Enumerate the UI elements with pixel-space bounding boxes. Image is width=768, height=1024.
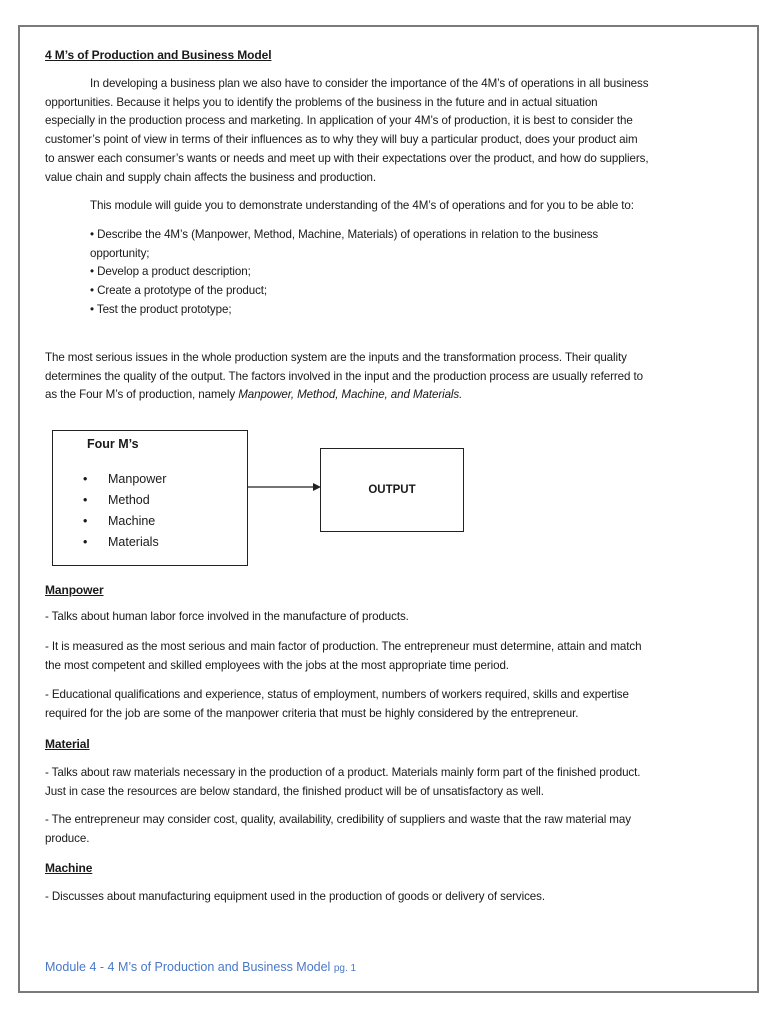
material-paragraph <box>45 764 640 801</box>
arrow-icon <box>247 480 322 494</box>
four-ms-item: • Manpower <box>83 472 167 486</box>
text-line: - Talks about human labor force involved in the manufacture of products. <box>45 610 409 623</box>
text-line: - Talks about raw materials necessary in the production of a product. Materials mainly form part of the finished product. <box>45 766 641 779</box>
text-line: The most serious issues in the whole production system are the inputs and the transformation process. Their quality <box>45 351 627 364</box>
four-ms-item: • Materials <box>83 535 159 549</box>
text-line: - Discusses about manufacturing equipment used in the production of goods or delivery of services. <box>45 890 545 903</box>
item-label: Method <box>108 493 150 507</box>
four-ms-list <box>83 469 166 553</box>
text-span: as the Four M’s of production, namely <box>45 388 239 402</box>
module-intro: This module will guide you to demonstrate understanding of the 4M’s of operations and for you to be able to: <box>90 199 634 212</box>
manpower-paragraph <box>45 686 629 723</box>
objective-item: • Describe the 4M’s (Manpower, Method, Machine, Materials) of operations in relation to the business <box>90 228 599 241</box>
item-label: Materials <box>108 535 159 549</box>
machine-heading: Machine <box>45 861 93 875</box>
manpower-paragraph <box>45 608 409 627</box>
four-ms-box <box>52 430 248 566</box>
text-line: Just in case the resources are below standard, the finished product will be of unsatisfactory as well. <box>45 784 544 798</box>
intro-paragraph <box>45 75 648 187</box>
page-footer <box>45 960 356 974</box>
text-line: to answer each consumer’s wants or needs and meet up with their expectations over the product, and how do suppliers, <box>45 151 649 165</box>
text-line: determines the quality of the output. The factors involved in the input and the production process are usually referred to <box>45 369 643 383</box>
four-ms-item: • Machine <box>83 514 156 528</box>
document-title: 4 M’s of Production and Business Model <box>45 48 272 62</box>
item-label: Machine <box>108 514 156 528</box>
text-line: value chain and supply chain affects the business and production. <box>45 170 377 184</box>
text-line: In developing a business plan we also have to consider the importance of the 4M’s of operations in all business <box>90 77 649 90</box>
text-line: opportunities. Because it helps you to identify the problems of the business in the future and in actual situation <box>45 95 598 109</box>
objective-item: • Develop a product description; <box>90 265 251 279</box>
manpower-paragraph <box>45 638 641 675</box>
text-line: especially in the production process and marketing. In application of your 4M’s of production, it is best to consider the <box>45 114 633 128</box>
manpower-heading: Manpower <box>45 583 104 597</box>
objective-item: opportunity; <box>90 246 150 260</box>
text-line: - Educational qualifications and experience, status of employment, numbers of workers required, skills and expertise <box>45 688 629 701</box>
page-number: pg. 1 <box>333 963 357 974</box>
item-label: Manpower <box>108 472 167 486</box>
output-box <box>320 448 464 532</box>
material-paragraph <box>45 811 631 848</box>
text-line <box>45 386 643 405</box>
issues-paragraph <box>45 349 643 405</box>
text-line: the most competent and skilled employees with the jobs at the most appropriate time period. <box>45 658 509 672</box>
text-line: - The entrepreneur may consider cost, quality, availability, credibility of suppliers and waste that the raw material may <box>45 813 631 826</box>
objective-item: • Test the product prototype; <box>90 302 232 316</box>
objectives-list <box>90 226 598 320</box>
machine-paragraph <box>45 888 545 907</box>
material-heading: Material <box>45 737 90 751</box>
four-ms-item: • Method <box>83 493 150 507</box>
text-line: customer’s point of view in terms of their influences as to why they will buy a particular product, does your product aim <box>45 133 638 147</box>
four-ms-title: Four M’s <box>87 437 139 451</box>
objective-item: • Create a prototype of the product; <box>90 284 268 298</box>
text-line: produce. <box>45 831 90 845</box>
text-line: required for the job are some of the manpower criteria that must be highly considered by the entrepreneur. <box>45 706 579 720</box>
output-label: OUTPUT <box>368 484 416 496</box>
four-ms-italic: Manpower, Method, Machine, and Materials. <box>238 388 463 402</box>
text-line: - It is measured as the most serious and main factor of production. The entrepreneur must determine, attain and match <box>45 640 642 653</box>
footer-text: Module 4 - 4 M’s of Production and Business Model <box>45 960 331 974</box>
